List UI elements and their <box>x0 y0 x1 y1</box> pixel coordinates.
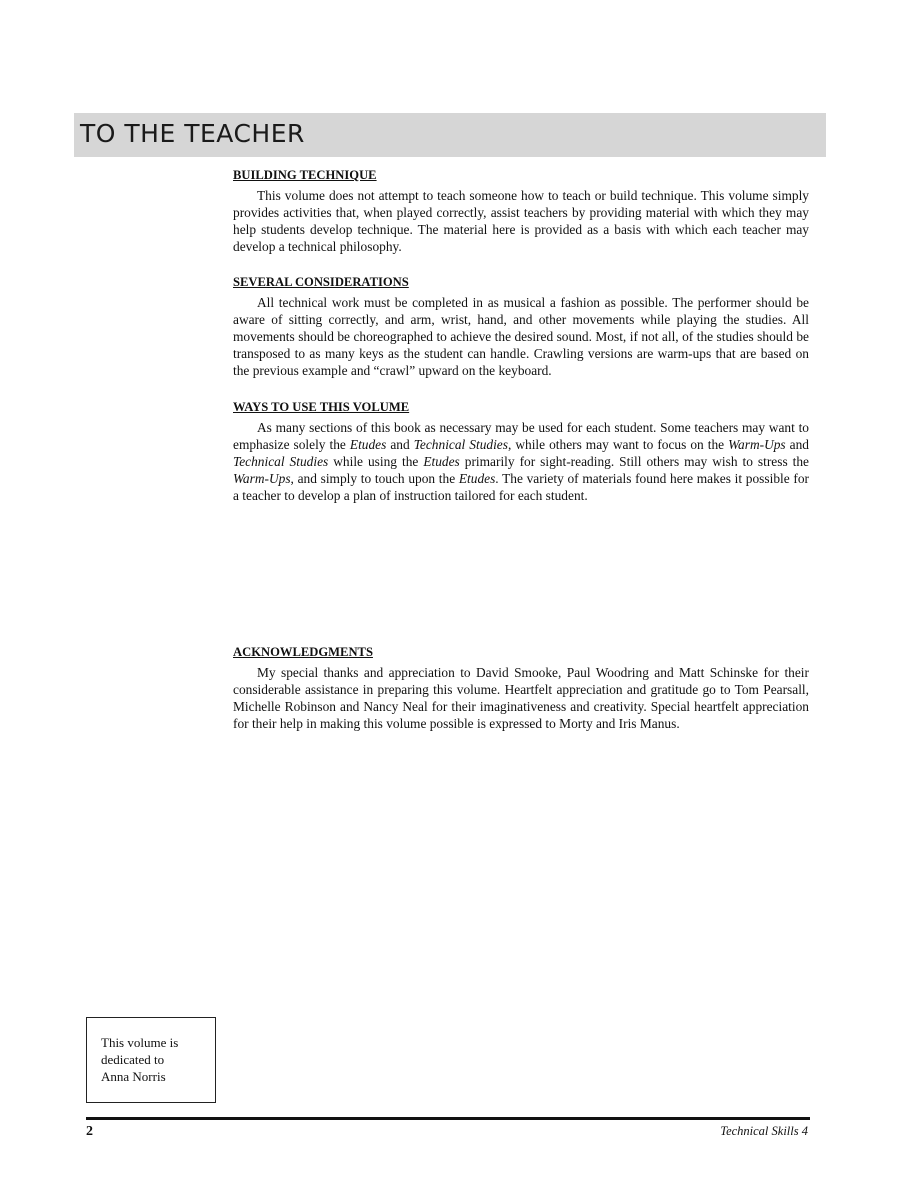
section-body: My special thanks and appreciation to David Smooke, Paul Woodring and Matt Schinske for their considerable assistance in preparing this volume. Heartfelt appreciation and gratitude go to Tom Pearsall, Michelle Robinson and Nancy Neal for their imaginativeness and creativity. Special heartfelt appreciation for their help in making this volume possible is expressed to Morty and Iris Manus. <box>233 665 809 731</box>
body-text: As many sections of this book as necessary may be used for each student. Some teachers may want to emphasize solely the <box>233 420 809 452</box>
body-text: and <box>785 437 809 452</box>
section-body <box>233 419 809 504</box>
emphasis-text: Technical Studies <box>233 454 329 469</box>
emphasis-text: Warm-Ups <box>233 471 291 486</box>
section-body: All technical work must be completed in as musical a fashion as possible. The performer should be aware of sitting correctly, and arm, wrist, hand, and other movements while playing the studies. All movements should be choreographed to achieve the desired sound. Most, if not all, of the studies should be transposed to as many keys as the student can handle. Crawling versions are warm-ups that are based on the previous example and “crawl” upward on the keyboard. <box>233 295 809 378</box>
main-content <box>233 167 809 504</box>
section-several-considerations <box>233 274 809 379</box>
dedication-line: Anna Norris <box>101 1069 166 1084</box>
section-building-technique <box>233 167 809 255</box>
page-title: TO THE TEACHER <box>80 119 305 148</box>
section-acknowledgments <box>233 644 809 732</box>
emphasis-text: Warm-Ups <box>728 437 786 452</box>
body-text: and <box>386 437 414 452</box>
page-number: 2 <box>86 1124 93 1139</box>
section-heading: SEVERAL CONSIDERATIONS <box>233 275 409 289</box>
dedication-line: dedicated to <box>101 1052 165 1067</box>
body-text: while using the <box>328 454 424 469</box>
book-title: Technical Skills 4 <box>720 1124 808 1138</box>
body-text: , while others may want to focus on the <box>507 437 729 452</box>
section-heading: ACKNOWLEDGMENTS <box>233 645 373 659</box>
dedication-line: This volume is <box>101 1035 179 1050</box>
emphasis-text: Etudes <box>349 437 387 452</box>
title-banner <box>74 113 826 157</box>
body-text: primarily for sight-reading. Still others may wish to stress the <box>459 454 810 469</box>
section-heading: WAYS TO USE THIS VOLUME <box>233 400 410 414</box>
body-text: . The variety of materials found here makes it possible for a teacher to develop a plan of instruction tailored for each student. <box>233 471 809 503</box>
section-heading: BUILDING TECHNIQUE <box>233 168 377 182</box>
emphasis-text: Etudes <box>458 471 496 486</box>
section-body: This volume does not attempt to teach someone how to teach or build technique. This volume simply provides activities that, when played correctly, assist teachers by providing material with which they may help students develop technique. The material here is provided as a basis with which each teacher may develop a technical philosophy. <box>233 188 809 254</box>
emphasis-text: Etudes <box>423 454 460 469</box>
body-text: , and simply to touch upon the <box>290 471 459 486</box>
section-ways-to-use <box>233 399 809 504</box>
footer-divider <box>86 1117 810 1120</box>
emphasis-text: Technical Studies <box>413 437 508 452</box>
dedication-box <box>86 1017 216 1103</box>
